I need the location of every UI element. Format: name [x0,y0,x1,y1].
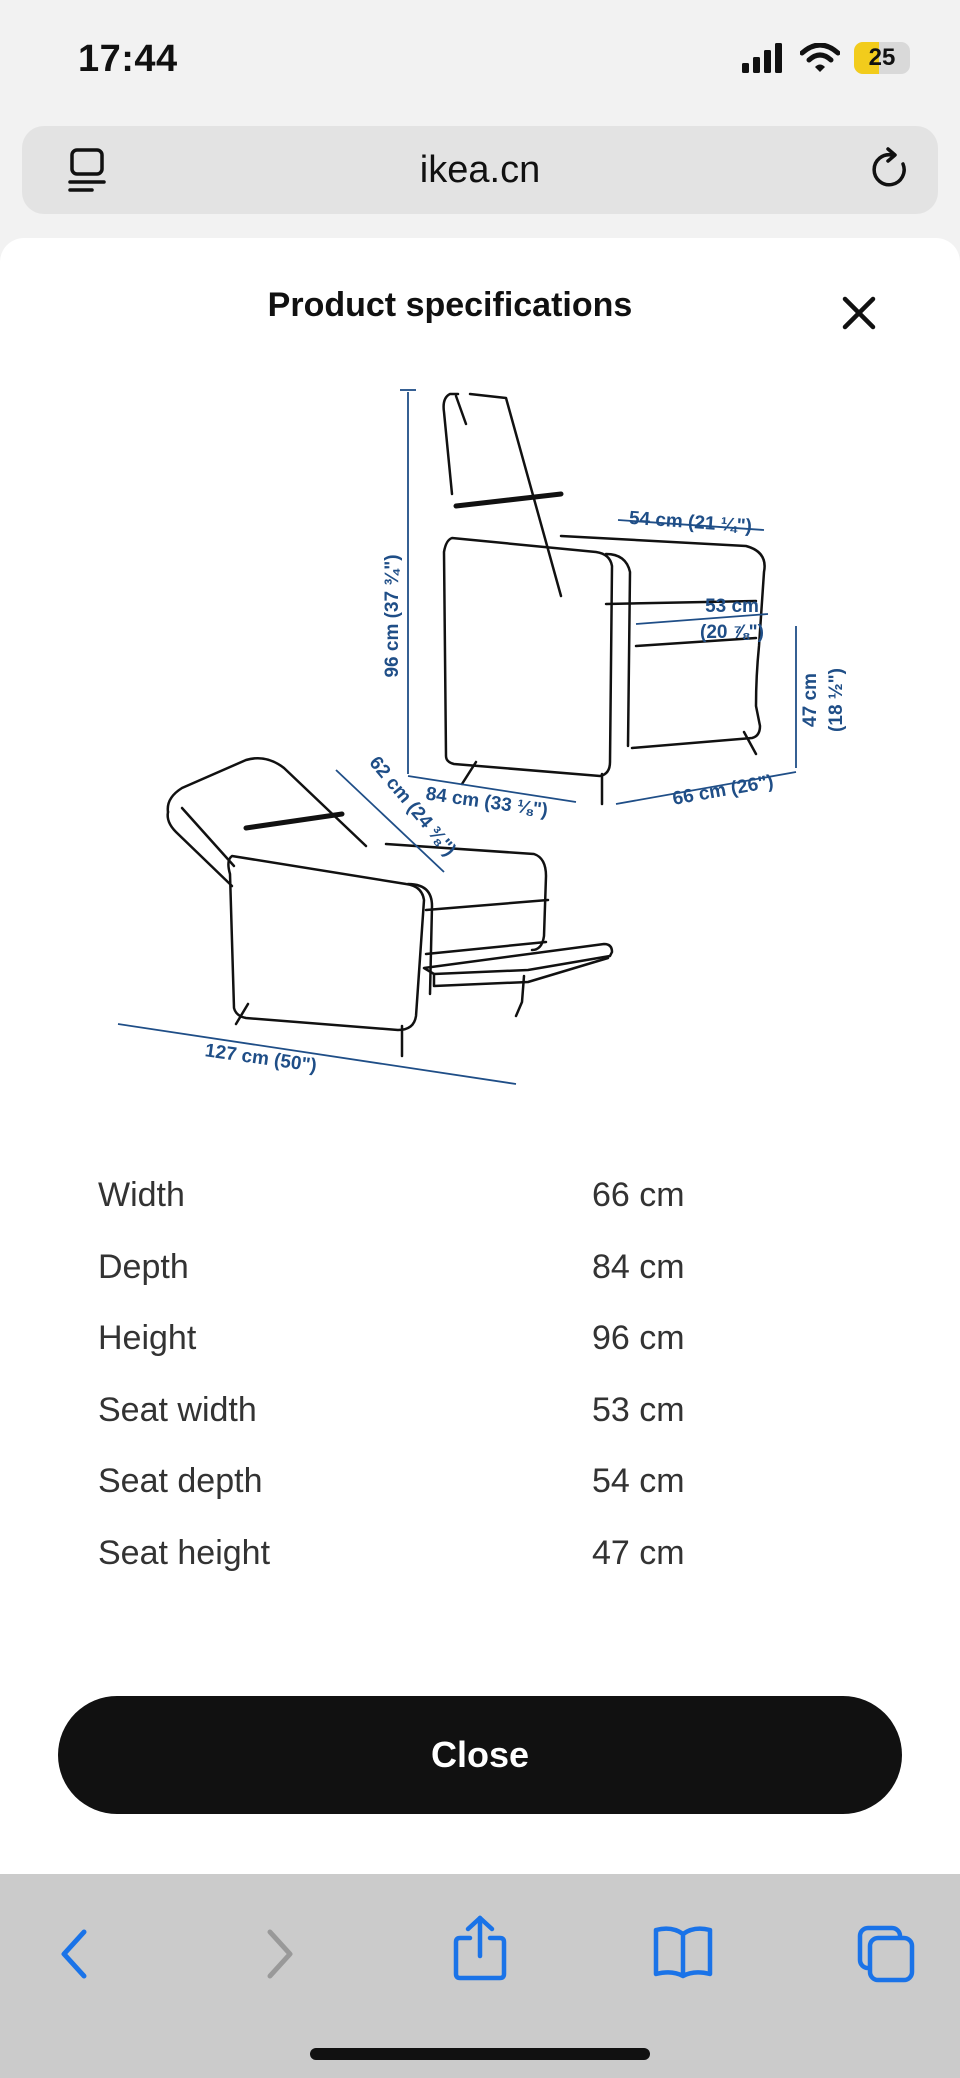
product-specifications-sheet [0,238,960,1874]
cellular-signal-icon [742,43,786,73]
seat-width-cm-label: 53 cm [705,596,759,617]
seat-width-in-label: (20 ⅞") [700,622,764,643]
browser-toolbar [0,1874,960,2078]
home-indicator [310,2048,650,2060]
recline-label: 62 cm (24 ⅜") [364,752,460,861]
spec-table [98,1160,858,1589]
status-time: 17:44 [78,38,178,80]
close-icon[interactable] [842,296,876,330]
spec-row-depth [98,1232,858,1304]
chair-dimension-diagram [96,376,856,1136]
spec-value: 84 cm [592,1247,685,1286]
wifi-icon [800,43,840,73]
battery-icon [854,42,910,74]
reclined-length-label: 127 cm (50") [203,1040,318,1077]
sheet-title: Product specifications [267,286,633,324]
height-label: 96 cm (37 ¾") [382,554,403,678]
spec-row-seat-height [98,1518,858,1590]
status-bar [0,0,960,120]
spec-row-width [98,1160,858,1232]
width-label: 66 cm (26") [671,771,776,810]
spec-row-height [98,1303,858,1375]
spec-label: Seat height [98,1533,271,1572]
spec-row-seat-depth [98,1446,858,1518]
reload-icon[interactable] [868,146,914,194]
spec-label: Width [98,1176,185,1214]
tabs-icon[interactable] [856,1924,916,1984]
book-icon[interactable] [652,1924,714,1980]
seat-depth-label: 54 cm (21 ¼") [628,507,753,538]
reclined-chair-footrest [424,944,612,974]
share-icon[interactable] [452,1914,508,1982]
spec-value: 47 cm [592,1533,685,1572]
spec-value: 96 cm [592,1319,685,1357]
spec-label: Seat depth [98,1462,263,1500]
chevron-left-icon[interactable] [54,1924,94,1984]
reclined-length-dimension-line [118,1024,516,1084]
close-button[interactable]: Close [58,1696,902,1814]
spec-row-seat-width [98,1375,858,1447]
upright-chair-left-arm [444,538,612,776]
seat-height-cm-label: 47 cm [800,673,821,727]
reclined-chair-headrest-line [246,814,342,828]
battery-level: 25 [868,44,896,71]
spec-label: Height [98,1319,197,1357]
upright-chair-headrest-line [456,494,561,506]
address-bar[interactable] [22,126,938,214]
seat-height-in-label: (18 ½") [826,668,847,732]
reclined-chair-arm [228,856,424,1030]
spec-value: 66 cm [592,1176,685,1214]
spec-value: 53 cm [592,1390,685,1429]
chevron-right-icon[interactable] [260,1924,300,1984]
status-icons [742,42,910,74]
spec-value: 54 cm [592,1462,685,1500]
spec-label: Seat width [98,1390,257,1429]
depth-label: 84 cm (33 ⅛") [424,783,550,822]
url-text[interactable]: ikea.cn [419,149,541,191]
spec-label: Depth [98,1247,189,1286]
